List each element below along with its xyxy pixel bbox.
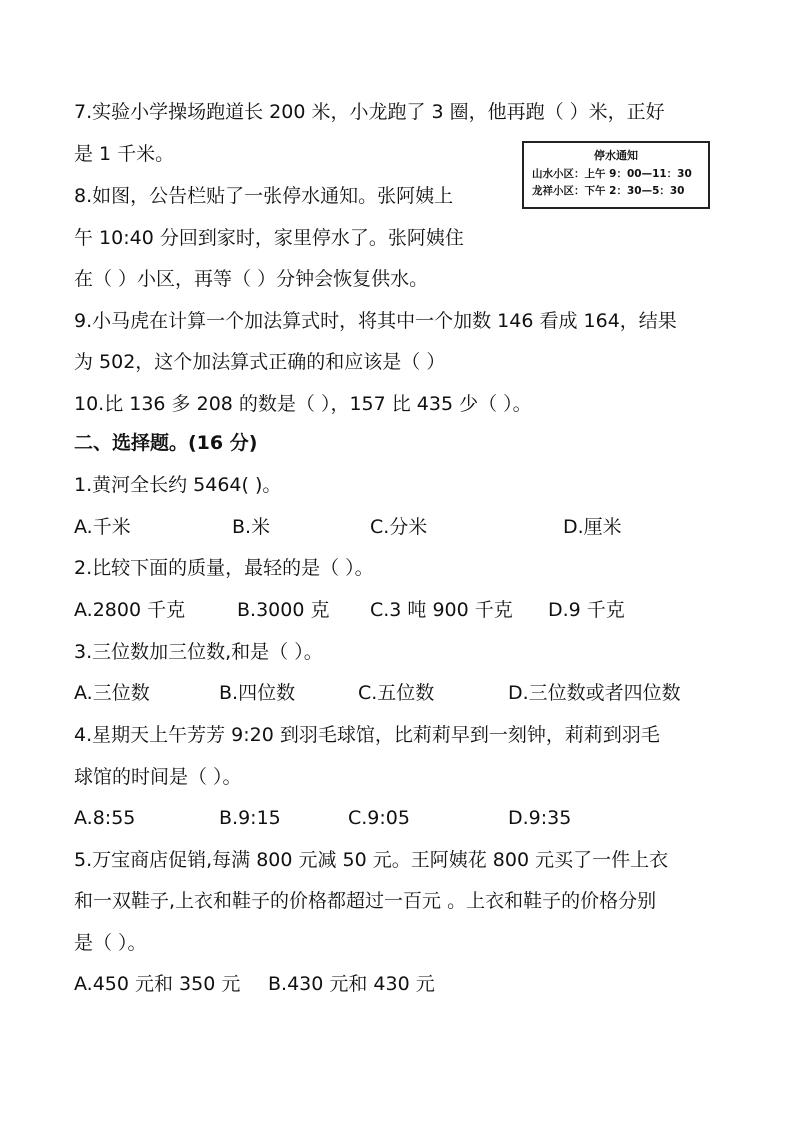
c3-option-d: D.三位数或者四位数 <box>508 682 681 704</box>
c3-option-c: C.五位数 <box>358 682 435 704</box>
c5-line2: 和一双鞋子,上衣和鞋子的价格都超过一百元 。上衣和鞋子的价格分别 <box>74 890 657 912</box>
c4-line1: 4.星期天上午芳芳 9:20 到羽毛球馆，比莉莉早到一刻钟，莉莉到羽毛 <box>74 724 660 746</box>
c1-option-b: B.米 <box>232 516 271 538</box>
c2-stem: 2.比较下面的质量，最轻的是（ ）。 <box>74 557 374 579</box>
c3-option-a: A.三位数 <box>74 682 150 704</box>
notice-title: 停水通知 <box>594 149 638 162</box>
c2-option-b: B.3000 克 <box>237 599 330 621</box>
notice-board <box>522 141 710 209</box>
q8-line2: 午 10:40 分回到家时，家里停水了。张阿姨住 <box>74 227 464 249</box>
c4-line2: 球馆的时间是（ ）。 <box>74 766 242 788</box>
c4-option-a: A.8:55 <box>74 807 136 829</box>
section-title: 二、选择题。(16 分) <box>74 432 258 454</box>
c5-line1: 5.万宝商店促销,每满 800 元减 50 元。王阿姨花 800 元买了一件上衣 <box>74 849 669 871</box>
c1-option-d: D.厘米 <box>563 516 622 538</box>
notice-row-shanshui: 山水小区：上午 9：00—11：30 <box>532 168 692 180</box>
c3-stem: 3.三位数加三位数,和是（ ）。 <box>74 641 323 663</box>
c4-option-c: C.9:05 <box>348 807 410 829</box>
c1-option-c: C.分米 <box>370 516 428 538</box>
q7-line1: 7.实验小学操场跑道长 200 米，小龙跑了 3 圈，他再跑（ ）米，正好 <box>74 101 665 123</box>
q10: 10.比 136 多 208 的数是（ ），157 比 435 少（ ）。 <box>74 393 532 415</box>
c4-option-b: B.9:15 <box>219 807 281 829</box>
c2-option-d: D.9 千克 <box>548 599 625 621</box>
c1-stem: 1.黄河全长约 5464( )。 <box>74 474 282 496</box>
q7-line2: 是 1 千米。 <box>74 143 175 165</box>
q9-line2: 为 502，这个加法算式正确的和应该是（ ） <box>74 351 446 373</box>
c2-option-c: C.3 吨 900 千克 <box>370 599 513 621</box>
c4-option-d: D.9:35 <box>508 807 572 829</box>
q8-line1: 8.如图，公告栏贴了一张停水通知。张阿姨上 <box>74 185 454 207</box>
c5-option-a: A.450 元和 350 元 <box>74 973 241 995</box>
c1-option-a: A.千米 <box>74 516 131 538</box>
c3-option-b: B.四位数 <box>219 682 296 704</box>
notice-row-longxiang: 龙祥小区：下午 2：30—5：30 <box>532 185 685 197</box>
c2-option-a: A.2800 千克 <box>74 599 186 621</box>
q9-line1: 9.小马虎在计算一个加法算式时，将其中一个加数 146 看成 164，结果 <box>74 310 677 332</box>
c5-line3: 是（ ）。 <box>74 932 147 954</box>
q8-line3: 在（ ）小区，再等（ ）分钟会恢复供水。 <box>74 268 429 290</box>
c5-option-b: B.430 元和 430 元 <box>268 973 435 995</box>
